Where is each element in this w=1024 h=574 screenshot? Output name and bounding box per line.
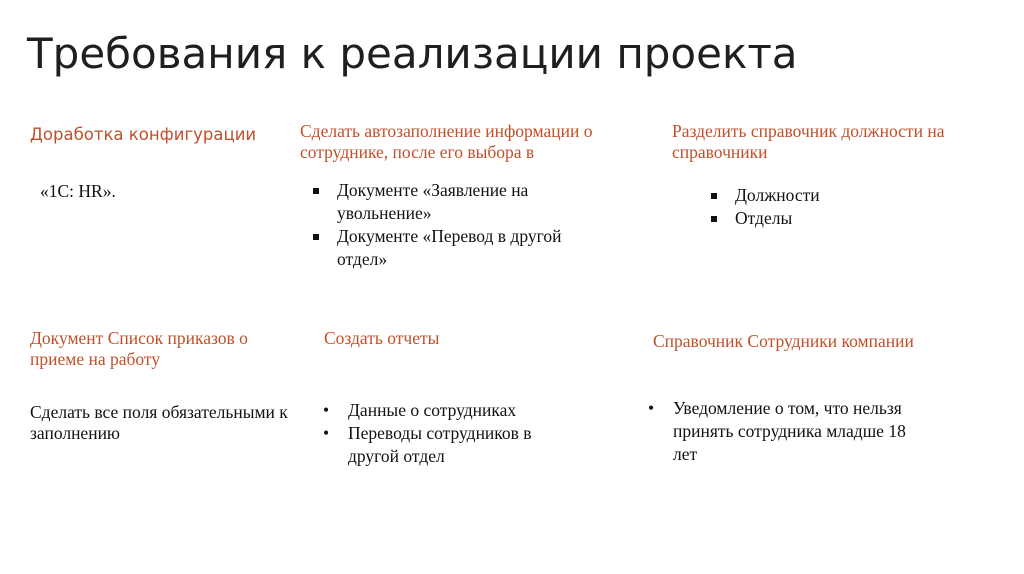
heading-employees-directory: Справочник Сотрудники компании [653, 331, 914, 351]
heading-config-rework: Доработка конфигурации [30, 125, 257, 144]
list-item: • Уведомление о том, что нельзя принять сотрудника младше 18 лет [647, 397, 917, 466]
directories-list [709, 184, 909, 230]
text-required-fields: Сделать все поля обязательными к заполнению [30, 402, 288, 443]
heading-split-positions: Разделить справочник должности на справочники [672, 121, 945, 162]
list-item: Документе «Заявление на увольнение» [311, 179, 601, 225]
heading-autofill: Сделать автозаполнение информации о сотруднике, после его выбора в [300, 121, 593, 162]
employees-rules-list [647, 397, 917, 466]
reports-list [322, 399, 582, 468]
list-item: Отделы [709, 207, 909, 230]
heading-hiring-orders-document: Документ Список приказов о приеме на работу [30, 328, 248, 369]
text-1c-hr: «1С: HR». [40, 181, 116, 201]
list-item: Документе «Перевод в другой отдел» [311, 225, 601, 271]
list-item: • Переводы сотрудников в другой отдел [322, 422, 582, 468]
list-item: Должности [709, 184, 909, 207]
slide-title: Требования к реализации проекта [27, 29, 798, 78]
heading-create-reports: Создать отчеты [324, 328, 440, 348]
autofill-document-list [311, 179, 601, 271]
list-item: • Данные о сотрудниках [322, 399, 582, 422]
